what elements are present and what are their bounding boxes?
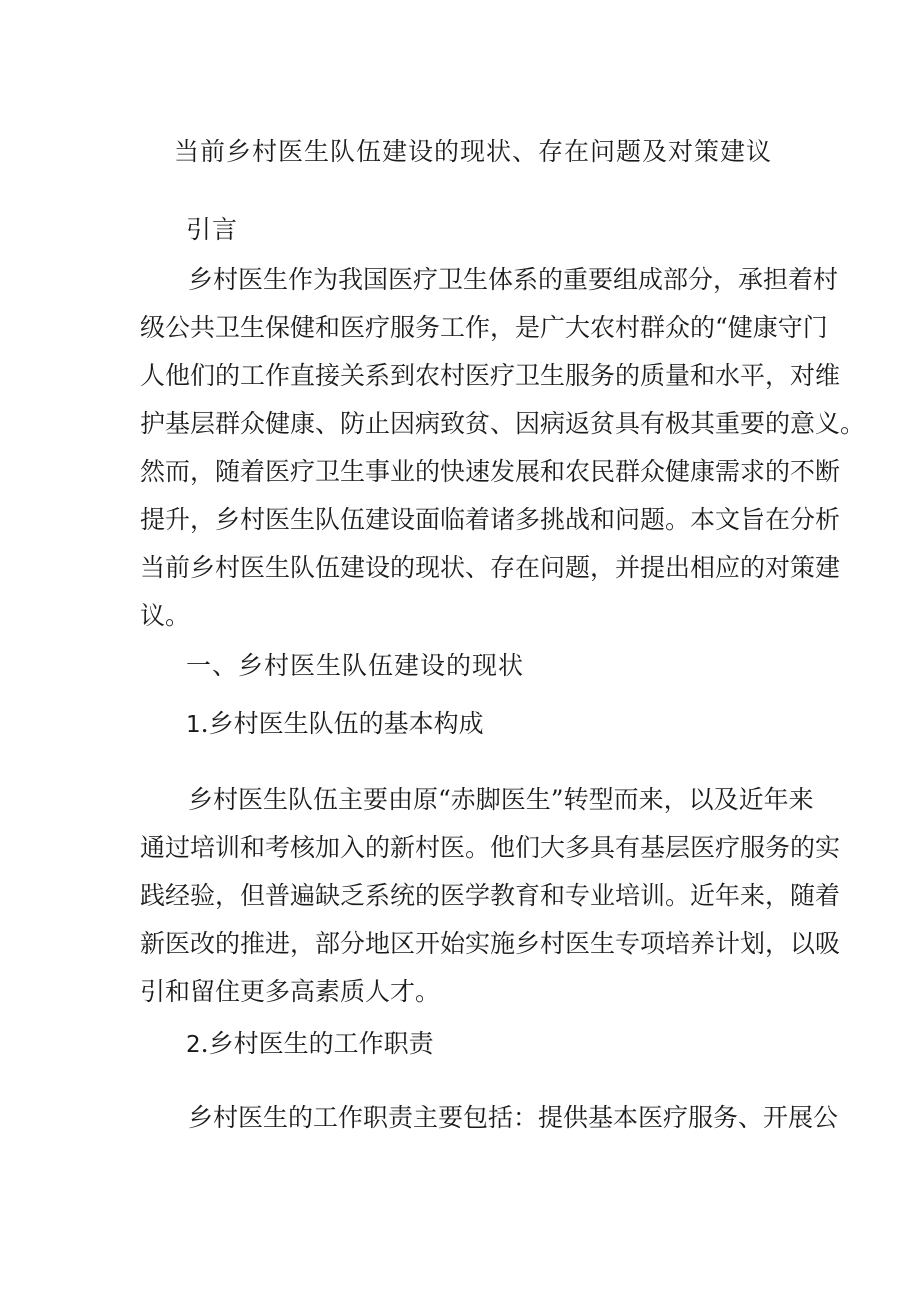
paragraph-line: 乡村医生队伍主要由原“赤脚医生”转型而来，以及近年来	[188, 785, 814, 814]
subsection-title: .乡村医生的工作职责	[200, 1029, 434, 1058]
paragraph-line: 护基层群众健康、防止因病致贫、因病返贫具有极其重要的意义。	[140, 409, 866, 438]
paragraph-line: 议。	[140, 601, 191, 630]
paragraph-line: 乡村医生的工作职责主要包括：提供基本医疗服务、开展公	[188, 1103, 839, 1132]
subsection-heading	[186, 709, 484, 740]
paragraph-line: 乡村医生作为我国医疗卫生体系的重要组成部分，承担着村	[188, 265, 839, 294]
paragraph-line: 新医改的推进，部分地区开始实施乡村医生专项培养计划，以吸	[140, 929, 841, 958]
paragraph-line: 引和留住更多高素质人才。	[140, 977, 441, 1006]
subsection-heading	[186, 1029, 434, 1060]
paragraph-line: 提升，乡村医生队伍建设面临着诸多挑战和问题。本文旨在分析	[140, 505, 841, 534]
subsection-number: 2	[186, 1032, 201, 1058]
subsection-number: 1	[186, 712, 201, 738]
paragraph-line: 级公共卫生保健和医疗服务工作，是广大农村群众的“健康守门	[140, 313, 828, 342]
paragraph-line: 人他们的工作直接关系到农村医疗卫生服务的质量和水平，对维	[140, 361, 841, 390]
paragraph-line: 然而，随着医疗卫生事业的快速发展和农民群众健康需求的不断	[140, 457, 841, 486]
intro-heading: 引言	[186, 215, 239, 244]
section-heading: 一、乡村医生队伍建设的现状	[186, 651, 525, 680]
paragraph-line: 通过培训和考核加入的新村医。他们大多具有基层医疗服务的实	[140, 833, 841, 862]
subsection-title: .乡村医生队伍的基本构成	[200, 709, 484, 738]
paragraph-line: 当前乡村医生队伍建设的现状、存在问题，并提出相应的对策建	[140, 553, 841, 582]
paragraph-line: 践经验，但普遍缺乏系统的医学教育和专业培训。近年来，随着	[140, 881, 841, 910]
document-title: 当前乡村医生队伍建设的现状、存在问题及对策建议	[174, 137, 773, 166]
